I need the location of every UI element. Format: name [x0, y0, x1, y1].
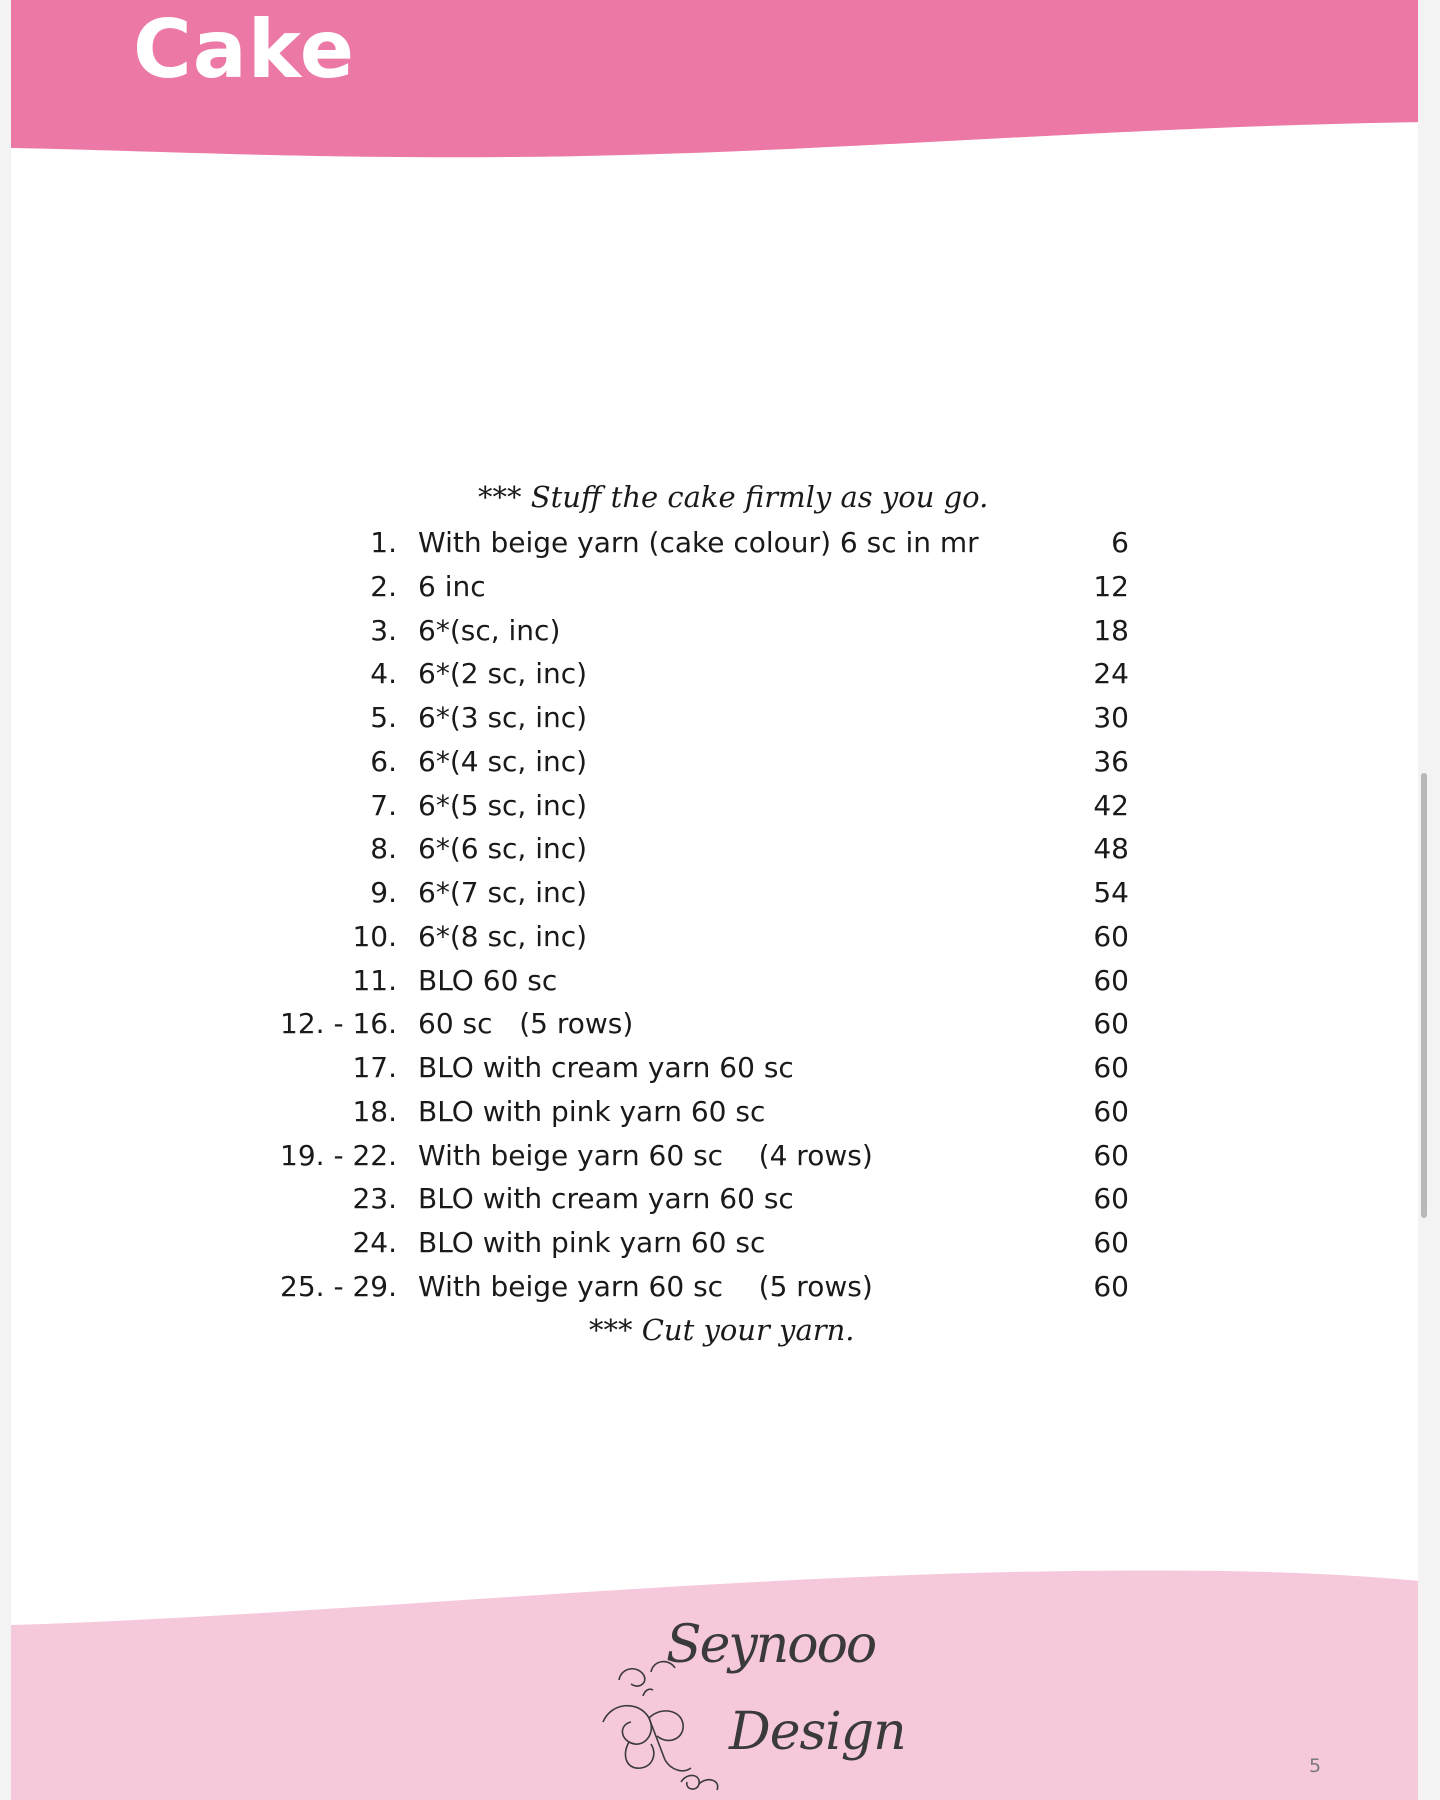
- document-page: [11, 0, 1429, 1800]
- logo-wordmark-top: Seynooo: [666, 1615, 876, 1675]
- finish-note: *** Cut your yarn.: [589, 1313, 855, 1347]
- stitch-count: 60: [1093, 1182, 1129, 1216]
- row-instruction: 6 inc: [418, 569, 486, 603]
- pattern-row: [11, 1226, 1429, 1266]
- row-number: 2.: [370, 569, 397, 603]
- pattern-row: [11, 570, 1429, 610]
- row-number: 11.: [352, 963, 397, 997]
- stitch-count: 30: [1093, 701, 1129, 734]
- row-number: 9.: [370, 876, 397, 909]
- stitch-count: 60: [1093, 1226, 1129, 1259]
- pattern-row: [11, 1270, 1429, 1310]
- pattern-row: [11, 745, 1429, 785]
- logo-wordmark-bottom: Design: [729, 1702, 906, 1762]
- row-instruction: With beige yarn 60 sc (5 rows): [418, 1269, 873, 1303]
- row-instruction: 60 sc (5 rows): [418, 1007, 634, 1041]
- row-instruction: 6*(3 sc, inc): [418, 701, 588, 734]
- row-number: 25. - 29.: [280, 1269, 397, 1303]
- row-instruction: BLO with pink yarn 60 sc: [418, 1226, 766, 1259]
- pattern-row: [11, 832, 1429, 872]
- stitch-count: 36: [1093, 744, 1129, 778]
- pattern-row: [11, 964, 1429, 1004]
- page-title: Cake: [133, 3, 356, 96]
- pattern-row: [11, 1139, 1429, 1179]
- row-instruction: BLO 60 sc: [418, 963, 558, 997]
- row-instruction: 6*(5 sc, inc): [418, 788, 588, 822]
- stitch-count: 42: [1093, 788, 1129, 822]
- row-number: 8.: [370, 832, 397, 866]
- stitch-count: 60: [1093, 1138, 1129, 1172]
- pattern-row: [11, 614, 1429, 654]
- row-instruction: 6*(4 sc, inc): [418, 744, 588, 778]
- stuffing-note: *** Stuff the cake firmly as you go.: [478, 480, 989, 514]
- scrollbar-thumb[interactable]: [1421, 773, 1427, 1218]
- stitch-count: 48: [1093, 832, 1129, 866]
- stitch-count: 12: [1093, 569, 1129, 603]
- pattern-row: [11, 876, 1429, 916]
- stitch-count: 24: [1093, 657, 1129, 691]
- row-instruction: With beige yarn 60 sc (4 rows): [418, 1138, 873, 1172]
- row-instruction: 6*(8 sc, inc): [418, 919, 588, 953]
- stitch-count: 60: [1093, 1094, 1129, 1128]
- stitch-count: 60: [1093, 963, 1129, 997]
- row-instruction: 6*(7 sc, inc): [418, 876, 588, 909]
- pattern-row: [11, 1182, 1429, 1222]
- row-instruction: BLO with pink yarn 60 sc: [418, 1094, 766, 1128]
- stitch-count: 60: [1093, 1007, 1129, 1041]
- row-number: 23.: [352, 1182, 397, 1216]
- row-number: 18.: [352, 1094, 397, 1128]
- stitch-count: 6: [1111, 526, 1129, 559]
- row-instruction: BLO with cream yarn 60 sc: [418, 1051, 794, 1084]
- row-instruction: With beige yarn (cake colour) 6 sc in mr: [418, 526, 979, 559]
- pattern-row: [11, 789, 1429, 829]
- row-number: 12. - 16.: [280, 1007, 397, 1041]
- row-instruction: 6*(2 sc, inc): [418, 657, 588, 691]
- row-number: 1.: [370, 526, 397, 559]
- stitch-count: 54: [1093, 876, 1129, 909]
- row-instruction: 6*(6 sc, inc): [418, 832, 588, 866]
- pattern-row: [11, 920, 1429, 960]
- stitch-count: 60: [1093, 1051, 1129, 1084]
- pattern-row: [11, 1007, 1429, 1047]
- pattern-row: [11, 1051, 1429, 1091]
- row-number: 24.: [352, 1226, 397, 1259]
- row-number: 7.: [370, 788, 397, 822]
- brand-logo: [591, 1610, 906, 1800]
- row-number: 3.: [370, 613, 397, 647]
- pattern-row: [11, 657, 1429, 697]
- row-number: 6.: [370, 744, 397, 778]
- stitch-count: 18: [1093, 613, 1129, 647]
- stitch-count: 60: [1093, 919, 1129, 953]
- pattern-row: [11, 526, 1429, 566]
- row-instruction: 6*(sc, inc): [418, 613, 561, 647]
- row-number: 19. - 22.: [280, 1138, 397, 1172]
- row-number: 10.: [352, 919, 397, 953]
- pattern-row: [11, 1095, 1429, 1135]
- row-number: 5.: [370, 701, 397, 734]
- page-number: 5: [1309, 1755, 1322, 1777]
- stitch-count: 60: [1093, 1269, 1129, 1303]
- row-number: 4.: [370, 657, 397, 691]
- row-number: 17.: [352, 1051, 397, 1084]
- pattern-row: [11, 701, 1429, 741]
- row-instruction: BLO with cream yarn 60 sc: [418, 1182, 794, 1216]
